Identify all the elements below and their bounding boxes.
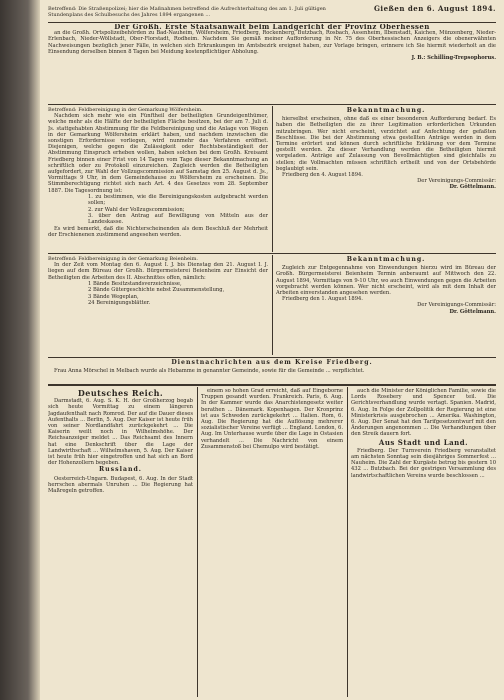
service-news (48, 359, 496, 381)
section-heading: Deutsches Reich. (77, 388, 164, 398)
header-notice: Betreffend: Die Straßenpolizei; hier die Maßnahmen betreffend die Aufrechterhaltung des am 1. Juli gültigen Stundenplans des Schulbesuchs des Jahres 1894 ergangenen ... (48, 6, 326, 18)
list-item: 3 Bände Wegeplan, (88, 293, 139, 300)
divider (48, 253, 496, 254)
service-title: Dienstnachrichten aus dem Kreise Friedberg. (171, 359, 373, 366)
notice-title: Bekanntmachung. (346, 107, 426, 114)
notice-woelfersheim (48, 107, 268, 249)
column-divider (197, 387, 198, 697)
news-text: einem so hohen Grad erreicht, daß auf Eingeborne Truppen gesandt wurden. Frankreich. Paris, 6. Aug. In der Kammer wurde das Anarchistengesetz weiter berathen ... Dänemark. Kopenhagen. Der Kronprinz ist aus Schweden zurückgekehrt ... Italien. Rom, 6. Aug. Die Regierung hat die Auflösung mehrerer sozialistischer Vereine verfügt ... England. London, 6. Aug. Im Unterhause wurde über die Lage in Ostasien verhandelt ... Die Nachricht von einem Zusammenstoß bei Chemulpo wird bestätigt. (201, 388, 343, 450)
notice-place: Friedberg den 4. August 1894. (282, 172, 363, 179)
notice-place: Friedberg den 1. August 1894. (282, 296, 363, 303)
list-item: 2. zur Wahl der Vollzugscommission; (88, 206, 185, 213)
announcement-title: Der Großh. Erste Staatsanwalt beim Landgericht der Provinz Oberhessen (114, 24, 430, 31)
list-item: 1 Bände Besitzstandsverzeichnisse, (88, 280, 182, 287)
column-divider (272, 106, 273, 252)
column-divider (272, 255, 273, 355)
notice-right-column (276, 107, 496, 249)
notice-caption: Betreffend: Feldbereinigung in der Gemarkung Wölfersheim. (48, 107, 203, 113)
news-column-3 (351, 388, 496, 696)
list-item: 3. über den Antrag auf Bewilligung von Mitteln aus der Landeskasse. (88, 213, 268, 226)
section-heading: Russland. (99, 466, 142, 474)
notice-beienheim (48, 256, 268, 353)
notice-body: Zugleich zur Entgegennahme von Einwendungen hierzu wird im Büreau der Großh. Bürgermeisterei Beienheim Termin anberaumt auf Mittwoch den 22. August 1894, Vormittags von 9-10 Uhr, wo auch Einwendungen gegen die Arbeiten vorgebracht werden können. Wer nicht erscheint, wird als mit dem Inhalt der Arbeiten einverstanden angesehen werden. (276, 265, 496, 297)
news-text: Oesterreich-Ungarn. Budapest, 6. Aug. In der Stadt herrschen abermals Unruhen ... Die Regierung hat Maßregeln getroffen. (48, 475, 193, 495)
notice-signer: Dr. Göttelmann. (449, 308, 496, 315)
header-date: Gießen den 6. August 1894. (373, 4, 496, 13)
notice-body: Nachdem sich mehr wie ein Fünftheil der betheiligten Grundeigenthümer, welche mehr als die Hälfte der betheiligten Fläche besitzen, bei der am 7. Juli d. Js. stattgehabten Abstimmung für die Feldbereinigung und die Anlage von Wegen in der Gemarkung Wölfersheim erklärt haben, und nachdem inzwischen die sonstigen Erfordernisse vorliegen, wird nunmehr das Verfahren eröffnet. Diejenigen, welche gegen die Zulässigkeit oder Rechtsbeständigkeit der Abstimmung Einspruch erheben wollen, haben solchen bei dem Großh. Kreisamt Friedberg binnen einer Frist von 14 Tagen vom Tage dieser Bekanntmachung an schriftlich oder zu Protokoll einzureichen. Zugleich werden die Betheiligten aufgefordert, zur Wahl der Vollzugscommission auf Samstag den 25. August d. Js., Vormittags 9 Uhr, in dem Gemeindehause zu Wölfersheim zu erscheinen. Die Stimmberechtigung richtet sich nach Art. 4 des Gesetzes vom 28. September 1887. Die Tagesordnung ist: (48, 113, 268, 194)
notice-body: hierselbst erscheinen, ohne daß es einer besonderen Aufforderung bedarf. Es haben die Betheiligten die zu ihrer Legitimation erforderlichen Urkunden mitzubringen. Wer nicht erscheint, verzichtet auf Anfechtung der gefaßten Beschlüsse. Die bei der Abstimmung etwa gestellten Anträge werden in dem Termine erörtert und können durch schriftliche Erklärung vor dem Termine gestellt werden. Zu dieser Verhandlung werden die Betheiligten hiermit vorgeladen. Anträge auf Zulassung von Bevollmächtigten sind gleichfalls zu stellen; die Vollmachten müssen schriftlich ertheilt und von der Ortsbehörde beglaubigt sein. (276, 116, 496, 172)
notice-office: Der Vereinigungs-Commissär: (417, 302, 496, 309)
service-body: Frau Anna Mörschel in Melbach wurde als Hebamme in genannter Gemeinde, sowie für die Gemeinde ... verpflichtet. (54, 368, 365, 375)
announcement-body: an die Großh. Ortspolizeibehörden zu Bad-Nauheim, Wölfersheim, Friedberg, Rockenberg, Butzbach, Rosbach, Assenheim, Ilbenstadt, Kaichen, Münzenberg, Nieder-Erlenbach, Nieder-Wöllstadt, Ober-Florstadt, Rodheim. Nachdem Sie gemäß meiner Aufforderung in Nr. 75 des Oberhessischen Anzeigers die obenerwähnten Nachweisungen bezüglich jener Fälle, in welchen sich Erkrankungen im Amtsbezirk ereignet haben, zur Vorlage bringen, erinnere ich Sie hiermit wiederholt an die Einsendung derselben binnen 8 Tagen bei Meidung kostenpflichtiger Abholung. (48, 30, 496, 55)
book-binding-edge (0, 0, 40, 700)
list-item: 1. zu bestimmen, wie die Bereinigungskosten aufgebracht werden sollen; (88, 193, 268, 207)
notice-office: Der Vereinigungs-Commissär: (417, 178, 496, 185)
announcement-signature: J. B.: Schilling-Trepsophorus. (411, 55, 496, 62)
divider (48, 384, 496, 386)
notice-signer: Dr. Göttelmann. (449, 184, 496, 191)
column-divider (347, 387, 348, 697)
notice-caption: Betreffend: Feldbereinigung in der Gemarkung Beienheim. (48, 256, 198, 262)
news-text: Friedberg. Der Turnverein Friedberg veranstaltet am nächsten Sonntag sein diesjähriges Sommerfest ... Nauheim. Die Zahl der Kurgäste betrug bis gestern 10 432 ... Butzbach. Bei der gestrigen Versammlung des landwirtschaftlichen Vereins wurde beschlossen ... (351, 447, 496, 479)
top-announcement (48, 24, 496, 102)
newspaper-page (40, 0, 504, 700)
notice-closing: Es wird bemerkt, daß die Nichterscheinenden als dem Beschluß der Mehrheit der Erschienenen zustimmend angesehen werden. (48, 225, 268, 239)
news-text: auch die Minister der Königlichen Familie, sowie die Lords Rosebery und Spencer teil. Die Gerichtsverhandlung wurde vertagt. Spanien. Madrid, 6. Aug. In Folge der Zollpolitik der Regierung ist eine Ministerkrisis ausgebrochen ... Amerika. Washington, 6. Aug. Der Senat hat den Tarifgesetzentwurf mit den Änderungen angenommen ... Die Verhandlungen über den Streik dauern fort. (351, 388, 496, 438)
news-column-1 (48, 388, 193, 696)
divider (48, 104, 496, 105)
list-item: 2 Bände Gütergeschichte nebst Zusammenstellung, (88, 287, 225, 294)
notice-right-column-2 (276, 256, 496, 353)
section-heading: Aus Stadt und Land. (378, 437, 469, 447)
list-item: 24 Bereinigungsblätter. (88, 300, 151, 307)
divider (48, 357, 496, 358)
page-header (48, 6, 496, 18)
news-column-2 (201, 388, 343, 696)
news-text: Darmstadt, 6. Aug. S. K. H. der Großherzog begab sich heute Vormittag zu einem längeren Jagdaufenthalt nach Romrod. Der auf die Dauer dieses Aufenthalts ... Berlin, 5. Aug. Der Kaiser ist heute früh von seiner Nordlandfahrt zurückgekehrt ... Die Kaiserin weilt noch in Wilhelmshöhe. Der Reichsanzeiger meldet ... Das Reichsamt des Innern hat eine Denkschrift über die Lage der Landwirthschaft ... Wilhelmshaven, 5. Aug. Der Kaiser ist heute früh hier eingetroffen und hat sich an Bord der Hohenzollern begeben. (48, 398, 193, 467)
divider (48, 22, 496, 23)
notice-title: Bekanntmachung. (346, 256, 426, 263)
notice-body: In der Zeit vom Montag den 6. August I. J. bis Dienstag den 21. August I. J. liegen auf dem Büreau der Großh. Bürgermeisterei Beienheim zur Einsicht der Betheiligten die Arbeiten des II. Abschnittes offen, nämlich: (48, 262, 268, 281)
